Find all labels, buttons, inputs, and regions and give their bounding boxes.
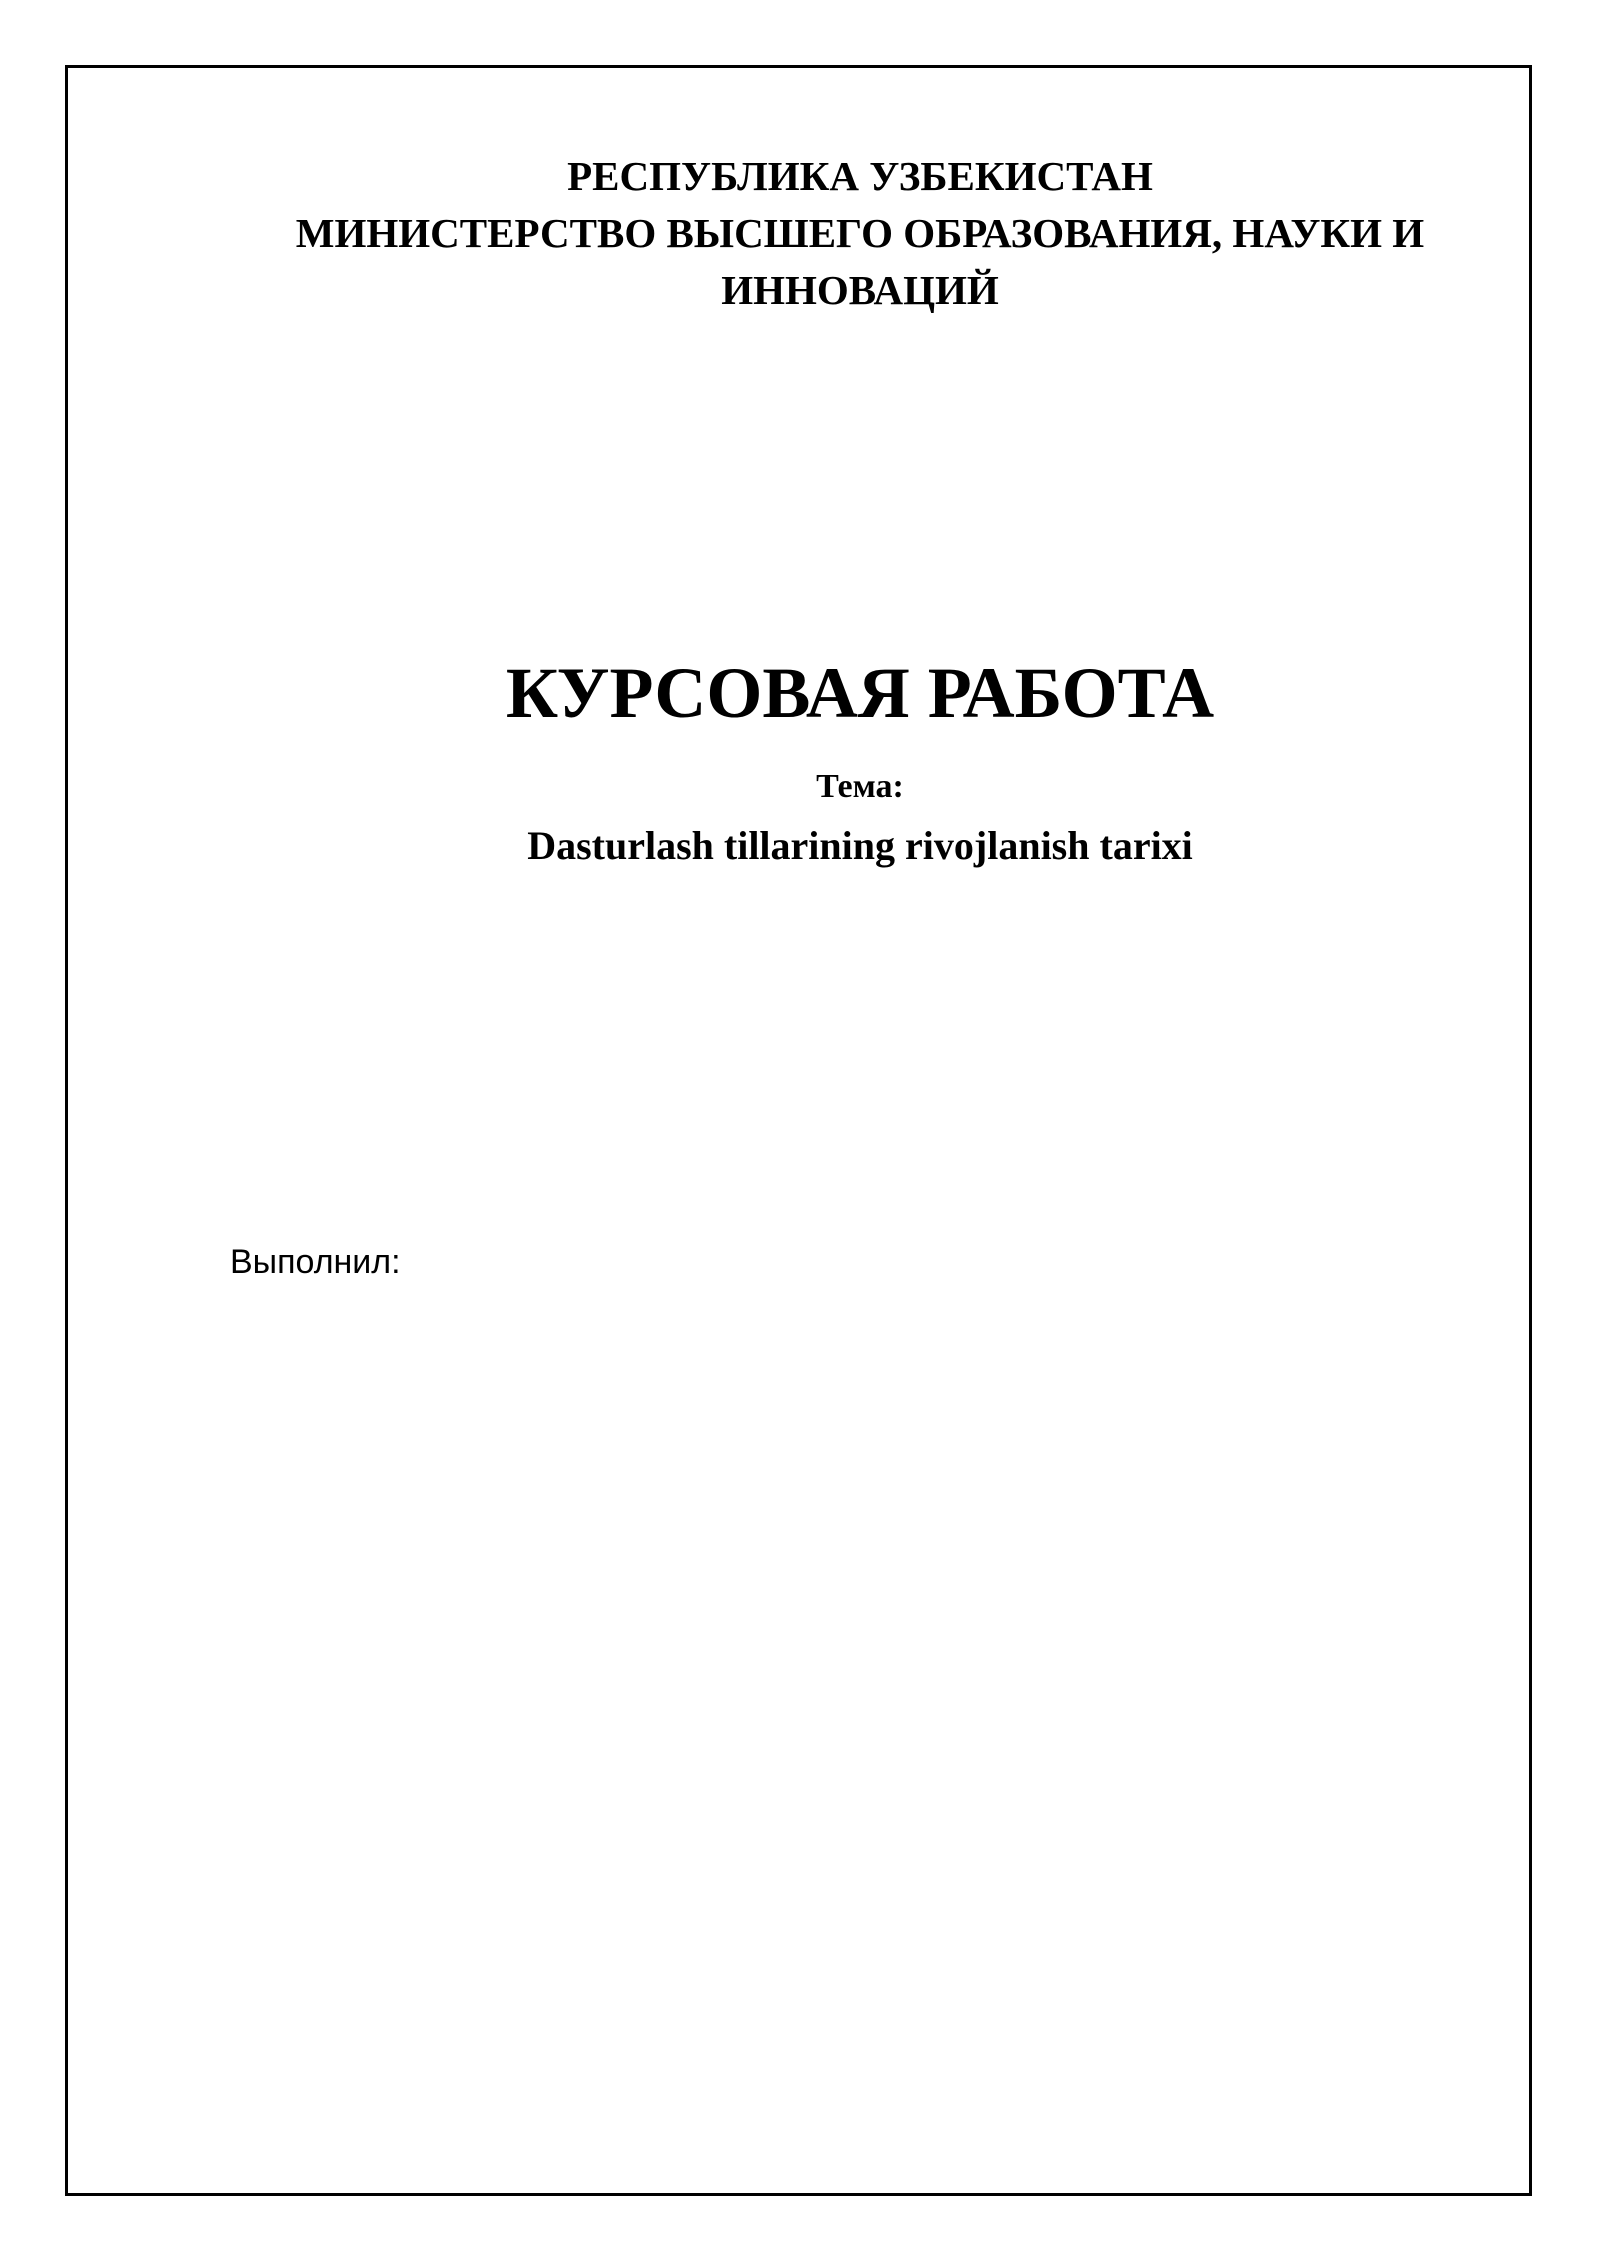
topic-text: Dasturlash tillarining rivojlanish tarixi	[527, 823, 1193, 868]
country-heading: РЕСПУБЛИКА УЗБЕКИСТАН	[567, 153, 1153, 199]
document-title: КУРСОВАЯ РАБОТА	[505, 653, 1215, 733]
topic-label: Тема:	[816, 768, 904, 805]
document-header	[200, 148, 1520, 319]
ministry-heading-line-1: МИНИСТЕРСТВО ВЫСШЕГО ОБРАЗОВАНИЯ, НАУКИ И	[295, 210, 1425, 256]
performed-by-label: Выполнил:	[230, 1243, 401, 1281]
ministry-heading-line-2: ИННОВАЦИЙ	[721, 267, 999, 313]
page-border	[65, 65, 1532, 2196]
